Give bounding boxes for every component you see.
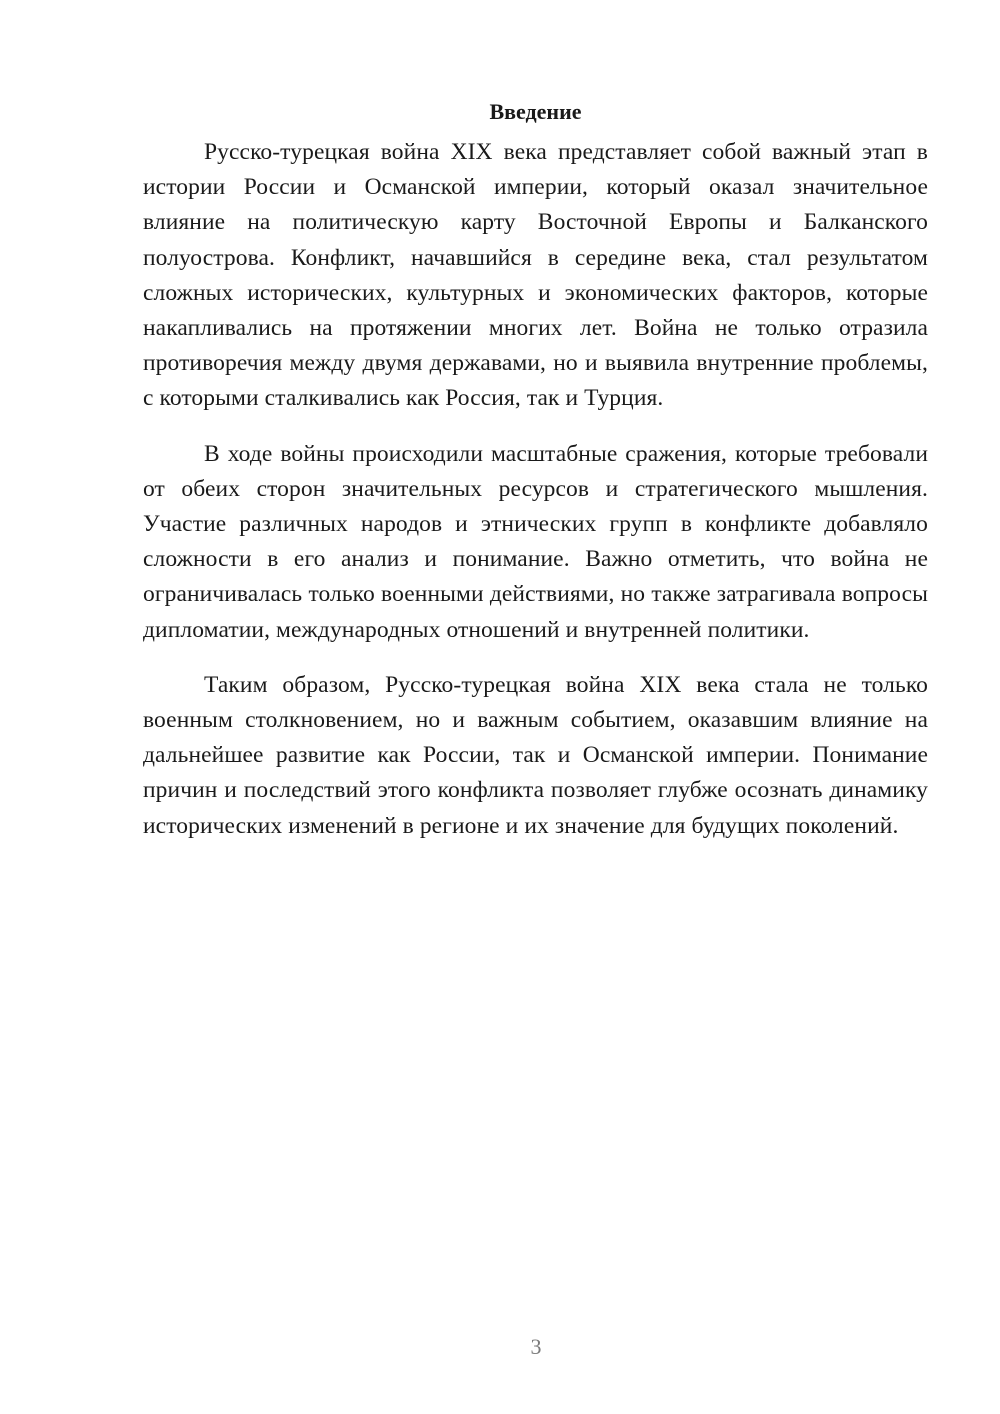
page-number: 3 [530, 1334, 542, 1359]
paragraph-3: Таким образом, Русско-турецкая война XIX века стала не только военным столкновением, но и важным событием, оказавшим влияние на дальнейшее развитие как России, так и Османской империи. Понимание причин и последствий этого конфликта позволяет глубже осознать динамику исторических изменений в регионе и их значение для будущих поколений. [143, 671, 928, 839]
paragraph-2: В ходе войны происходили масштабные сражения, которые требовали от обеих сторон значительных ресурсов и стратегического мышления. Участие различных народов и этнических групп в конфликте добавляло сложности в его анализ и понимание. Важно отметить, что война не ограничивалась только военными действиями, но также затрагивала вопросы дипломатии, международных отношений и внутренней политики. [143, 440, 928, 643]
paragraph-1: Русско-турецкая война XIX века представляет собой важный этап в истории России и Османской империи, который оказал значительное влияние на политическую карту Восточной Европы и Балканского полуострова. Конфликт, начавшийся в середине века, стал результатом сложных исторических, культурных и экономических факторов, которые накапливались на протяжении многих лет. Война не только отразила противоречия между двумя державами, но и выявила внутренние проблемы, с которыми сталкивались как Россия, так и Турция. [143, 139, 928, 412]
page-content [143, 94, 928, 864]
page-title: Введение [489, 99, 582, 124]
